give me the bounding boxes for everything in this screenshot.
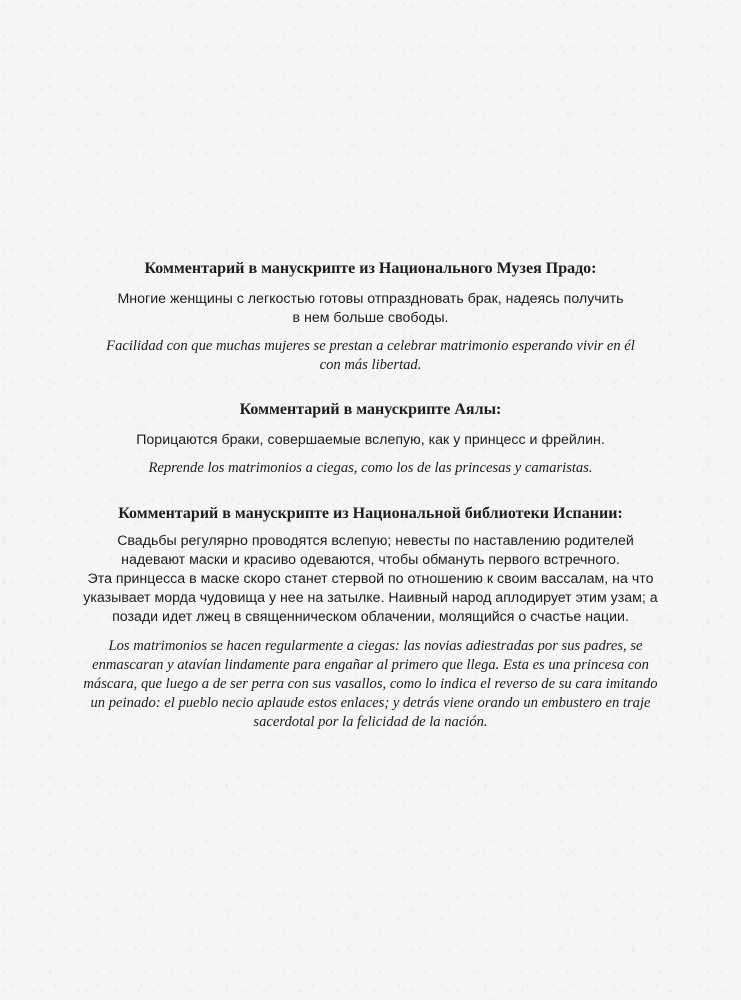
section-heading-bne: Комментарий в манускрипте из Национальной библиотеки Испании: (118, 505, 623, 522)
spanish-text-bne (60, 637, 681, 732)
spanish-line: un peinado: el pueblo necio aplaude estos enlaces; y detrás viene orando un embustero en traje (90, 695, 651, 711)
spanish-line: máscara, que luego a de ser perra con sus vasallos, como lo indica el reverso de su cara imitando (83, 676, 658, 692)
section-heading-ayala: Комментарий в манускрипте Аялы: (239, 401, 502, 418)
russian-line: Свадьбы регулярно проводятся вслепую; невесты по наставлению родителей (117, 533, 634, 549)
russian-line: в нем больше свободы. (292, 310, 449, 326)
spanish-text-ayala (0, 459, 741, 478)
spanish-line: Facilidad con que muchas mujeres se prestan a celebrar matrimonio esperando vivir en él (106, 338, 635, 354)
russian-line: надевают маски и красиво одеваются, чтобы обмануть первого встречного. (121, 552, 620, 568)
spanish-text-prado (0, 337, 741, 375)
russian-line: указывает морда чудовища у нее на затылке. Наивный народ аплодирует этим узам; а (83, 590, 658, 606)
spanish-line: enmascaran y atavían lindamente para engañar al primero que llega. Esta es una princesa con (92, 657, 649, 673)
russian-line: Многие женщины с легкостью готовы отпраздновать брак, надеясь получить (117, 291, 624, 307)
russian-text-bne (60, 532, 681, 627)
russian-text-ayala (0, 431, 741, 450)
section-heading-prado: Комментарий в манускрипте из Национального Музея Прадо: (144, 260, 597, 277)
russian-text-prado (0, 290, 741, 328)
spanish-line: con más libertad. (319, 357, 422, 373)
russian-line: Порицаются браки, совершаемые вслепую, как у принцесс и фрейлин. (136, 432, 605, 448)
russian-line: Эта принцесса в маске скоро станет стервой по отношению к своим вассалам, на что (87, 571, 654, 587)
spanish-line: sacerdotal por la felicidad de la nación. (253, 714, 488, 730)
russian-line: позади идет лжец в священническом облачении, молящийся о счастье нации. (112, 609, 629, 625)
spanish-line: Reprende los matrimonios a ciegas, como los de las princesas y camaristas. (148, 460, 593, 476)
spanish-line: Los matrimonios se hacen regularmente a ciegas: las novias adiestradas por sus padres, se (108, 638, 643, 654)
